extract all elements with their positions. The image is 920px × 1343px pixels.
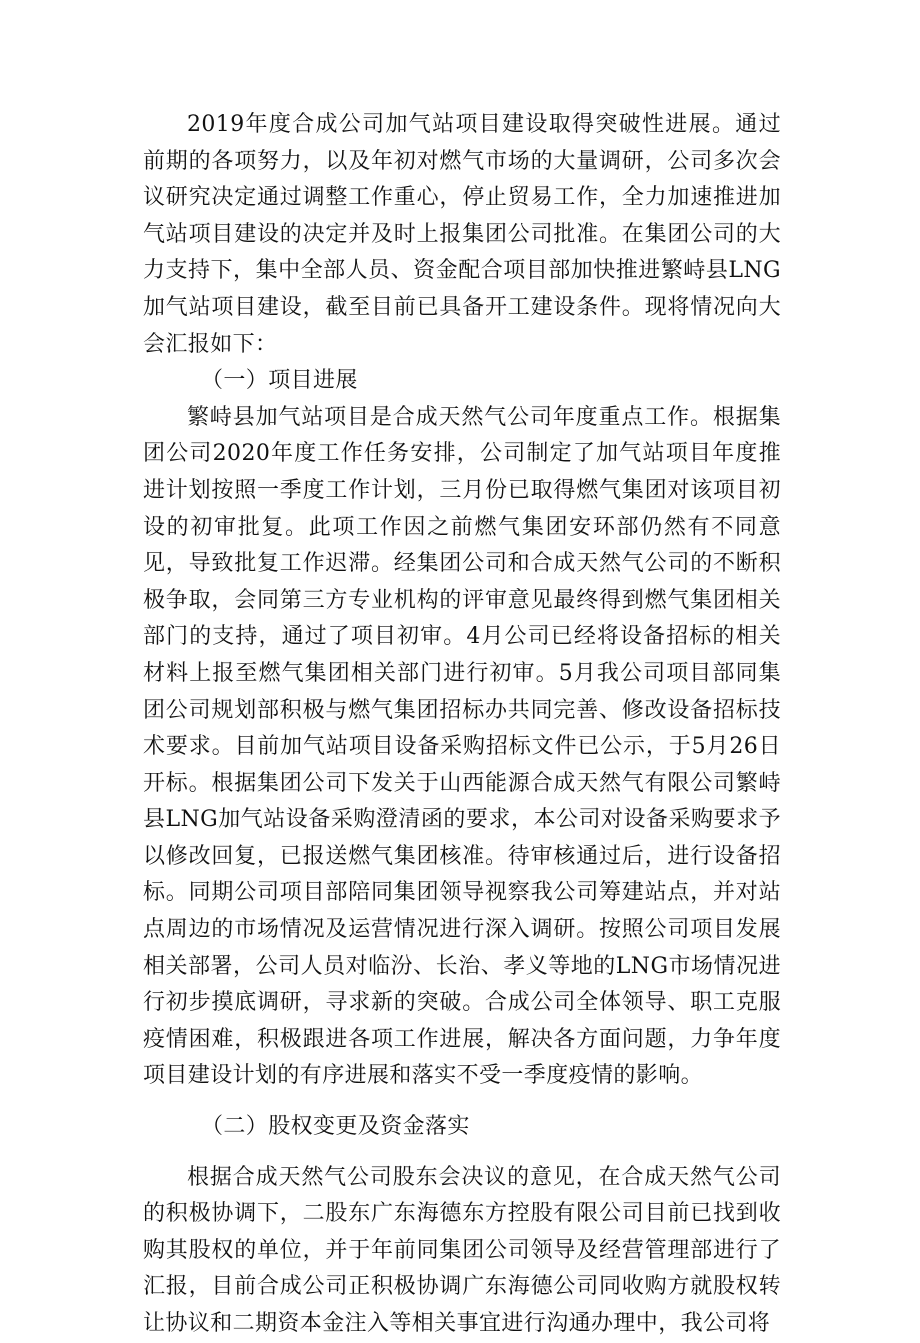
section-spacer [143,1095,781,1109]
document-page [143,107,781,1343]
section-body-equity-change: 根据合成天然气公司股东会决议的意见，在合成天然气公司的积极协调下，二股东广东海德东方控股有限公司目前已找到收购其股权的单位，并于年前同集团公司领导及经营管理部进行了汇报，目前合成公司正积极协调广东海德公司同收购方就股权转让协议和二期资本金注入等相关事宜进行沟通办理中，我公司将 [143,1164,781,1336]
section-heading-project-progress: （一）项目进展 [201,368,358,394]
section-body-project-progress: 繁峙县加气站项目是合成天然气公司年度重点工作。根据集团公司2020年度工作任务安排，公司制定了加气站项目年度推进计划按照一季度工作计划，三月份已取得燃气集团对该项目初设的初审批复。此项工作因之前燃气集团安环部仍然有不同意见，导致批复工作迟滞。经集团公司和合成天然气公司的不断积极争取，会同第三方专业机构的评审意见最终得到燃气集团相关部门的支持，通过了项目初审。4月公司已经将设备招标的相关材料上报至燃气集团相关部门进行初审。5月我公司项目部同集团公司规划部积极与燃气集团招标办共同完善、修改设备招标技术要求。目前加气站项目设备采购招标文件已公示，于5月26日开标。根据集团公司下发关于山西能源合成天然气有限公司繁峙县LNG加气站设备采购澄清函的要求，本公司对设备采购要求予以修改回复，已报送燃气集团核准。待审核通过后，进行设备招标。同期公司项目部陪同集团领导视察我公司筹建站点，并对站点周边的市场情况及运营情况进行深入调研。按照公司项目发展相关部署，公司人员对临汾、长治、孝义等地的LNG市场情况进行初步摸底调研，寻求新的突破。合成公司全体领导、职工克服疫情困难，积极跟进各项工作进展，解决各方面问题，力争年度项目建设计划的有序进展和落实不受一季度疫情的影响。 [143,404,781,1089]
section-heading-equity-change: （二）股权变更及资金落实 [201,1114,470,1140]
section-spacer [143,1146,781,1160]
intro-paragraph: 2019年度合成公司加气站项目建设取得突破性进展。通过前期的各项努力，以及年初对燃气市场的大量调研，公司多次会议研究决定通过调整工作重心，停止贸易工作，全力加速推进加气站项目建设的决定并及时上报集团公司批准。在集团公司的大力支持下，集中全部人员、资金配合项目部加快推进繁峙县LNG加气站项目建设，截至目前已具备开工建设条件。现将情况向大会汇报如下： [143,112,781,357]
